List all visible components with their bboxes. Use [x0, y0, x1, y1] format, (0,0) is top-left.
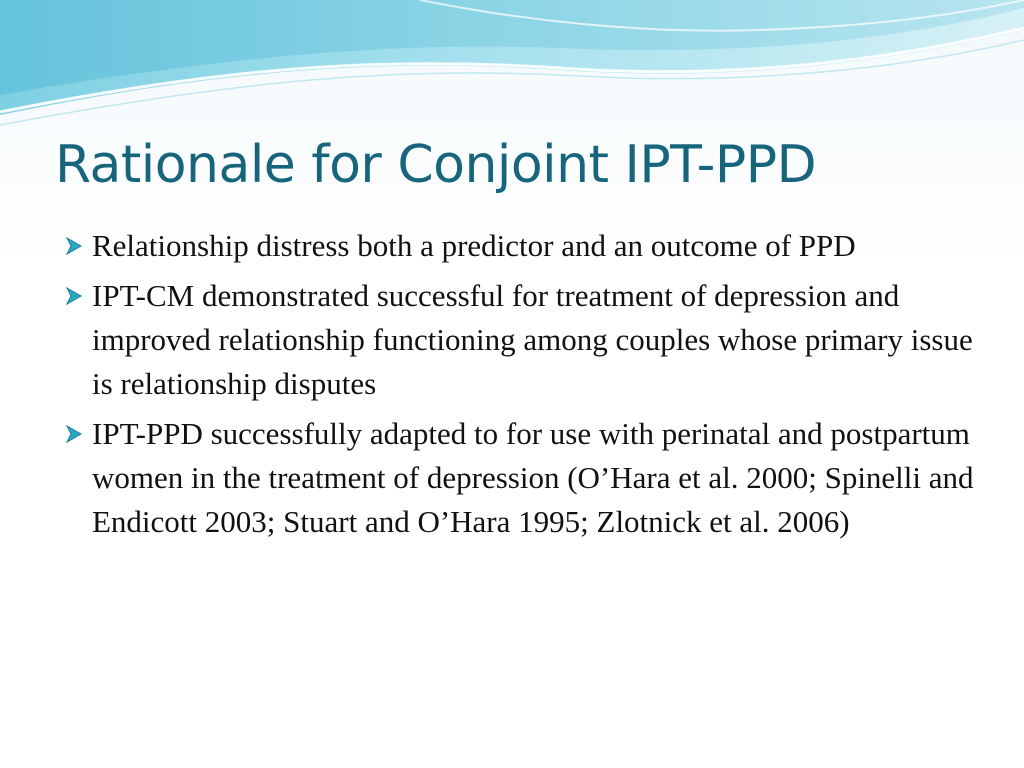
- bullet-item: [64, 274, 984, 406]
- bullet-text: Relationship distress both a predictor and an outcome of PPD: [92, 228, 856, 263]
- arrowhead-bullet-icon: [64, 236, 84, 256]
- bullet-text: IPT-PPD successfully adapted to for use with perinatal and postpartum women in the treatment of depression (O’Hara et al. 2000; Spinelli and Endicott 2003; Stuart and O’Hara 1995; Zlotnick et al. 2006): [92, 416, 974, 539]
- header-wave-decoration: [0, 0, 1024, 140]
- slide-title: Rationale for Conjoint IPT-PPD: [55, 135, 817, 195]
- bullet-list: [64, 224, 984, 550]
- bullet-item: [64, 224, 984, 268]
- arrowhead-bullet-icon: [64, 286, 84, 306]
- arrowhead-bullet-icon: [64, 424, 84, 444]
- bullet-text: IPT-CM demonstrated successful for treatment of depression and improved relationship functioning among couples whose primary issue is relationship disputes: [92, 278, 973, 401]
- bullet-item: [64, 412, 984, 544]
